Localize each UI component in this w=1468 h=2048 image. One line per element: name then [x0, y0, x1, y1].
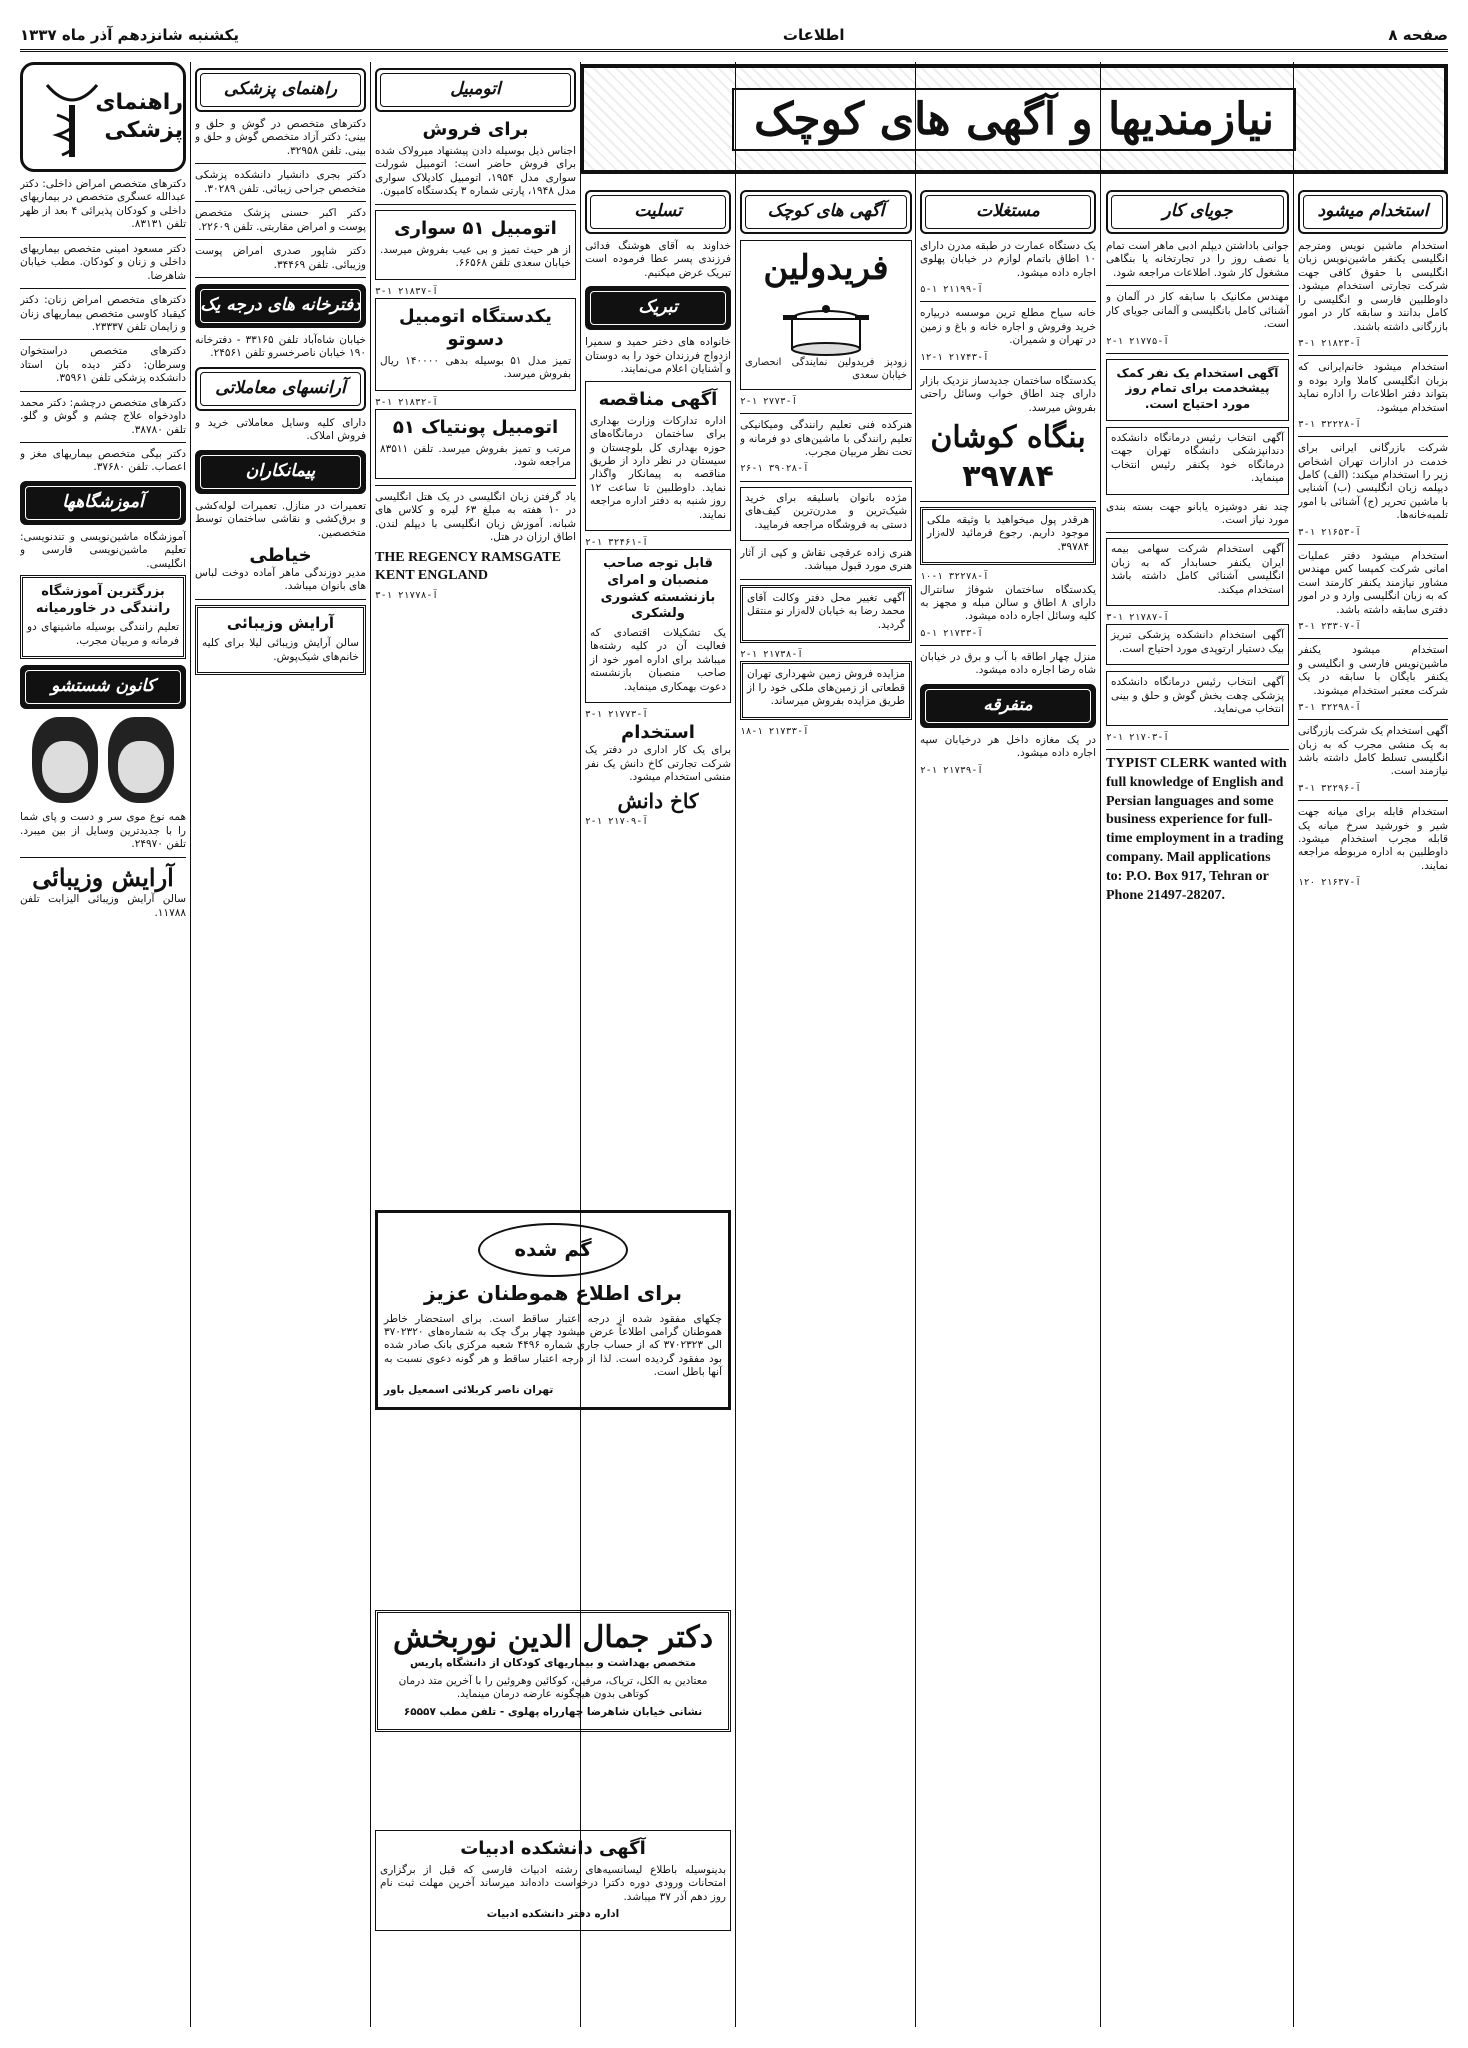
auto-ad: اتومبیل ۵۱ سواری از هر حیث تمیز و بی عیب بفروش میرسد. خیابان سعدی تلفن ۶۶۵۶۸. — [375, 210, 576, 280]
tailor-title: خیاطی — [249, 545, 312, 566]
classified-ad: چند نفر دوشیزه یابانو جهت بسته بندی مورد نیاز است. — [1106, 500, 1289, 527]
ad-ref: ۳-۱ آ-۳۲۲۲۸ — [1298, 418, 1361, 430]
category-auto: اتومبیل — [375, 68, 576, 112]
doctor-name: دکتر جمال الدین نوربخش — [392, 1620, 714, 1655]
category-real-estate: مستغلات — [920, 190, 1096, 234]
classified-ad: هنری زاده عرقچی نقاش و کپی از آثار هنری مورد قبول میباشد. — [740, 546, 912, 573]
classified-ad: تعمیرات در منازل. تعمیرات لوله‌کشی و برق‌کشی و نقاشی ساختمان توسط متخصصین. — [195, 499, 366, 539]
ad-ref: ۱۲۰ آ-۲۱۶۳۷ — [1298, 877, 1361, 889]
ad-ref: ۳-۱ آ-۲۱۷۸۷ — [1106, 612, 1169, 624]
classified-box: مژده بانوان باسلیقه برای خرید شیک‌ترین و مدرن‌ترین کیف‌های دستی به فروشگاه مراجعه فرمایید. — [740, 487, 912, 541]
face-icon — [32, 717, 98, 803]
issue-date: یکشنبه شانزدهم آذر ماه ۱۳۳۷ — [20, 25, 239, 44]
ad-ref: ۳-۱ آ-۲۱۷۷۳ — [585, 709, 648, 720]
beauty-ad: آرایش وزیبائی سالن آرایش وزیبائی لیلا برای کلیه خانم‌های شیک‌پوش. — [195, 605, 366, 675]
hotel-name-english: THE REGENCY RAMSGATE KENT ENGLAND — [375, 549, 561, 584]
category-medical-sub: راهنمای پزشکی — [195, 68, 366, 112]
ad-ref: ۳-۱ آ-۳۲۲۹۸ — [1298, 702, 1361, 713]
classified-ad: استخدام قابله برای میانه جهت شیر و خورشید سرخ میانه یک قابله مجرب استخدام میشود. داوطلبین به اداره مربوطه مراجعه نمایند. — [1298, 806, 1448, 872]
column-real-estate — [920, 184, 1096, 2024]
ad-ref: ۳-۱ آ-۲۳۳۰۷ — [1298, 621, 1361, 633]
sales-title: برای فروش — [422, 119, 529, 140]
ad-ref: ۳-۱ آ-۳۲۲۹۶ — [1298, 782, 1361, 794]
classified-ad: یکدستگاه ساختمان جدیدساز نزدیک بازار دارای چند اطاق خواب وسائل راحتی بفروش میرسد. — [920, 374, 1096, 414]
classified-ad: برای یک کار اداری در دفتر یک شرکت تجارتی کاخ دانش یک نفر منشی استخدام میشود. — [585, 744, 731, 784]
column-rule — [190, 62, 191, 2027]
doctor-ad — [375, 1610, 731, 1820]
doctor-listing: دکتر اکبر حسنی پزشک متخصص پوست و امراض مقاربتی. تلفن ۲۲۶۰۹. — [195, 207, 366, 233]
category-teaching: آموزشگاهها — [20, 481, 186, 525]
category-lost: گم شده — [478, 1223, 628, 1277]
banner-title: نیازمندیها و آگهی های کوچک — [732, 88, 1296, 151]
ad-ref: ۳-۱ آ-۲۱۷۷۸ — [375, 590, 438, 602]
classified-ad: استخدام میشود یکنفر ماشین‌نویس فارسی و انگلیسی و یکنفر بایگان با سابقه در یک شرکت معتبر استخدام میشوند. — [1298, 644, 1448, 697]
faculty-title: آگهی دانشکده ادبیات — [460, 1838, 646, 1859]
ad-ref: ۲-۱ آ-۲۱۷۷۵ — [1106, 335, 1169, 347]
page-header — [20, 20, 1448, 52]
column-rule — [1293, 62, 1294, 2027]
doctor-listing: دکترهای متخصص درچشم: دکتر محمد داودخواه علاج چشم و گوش و گلو. تلفن ۳۸۷۸۰. — [20, 396, 186, 436]
classified-box: آگهی استخدام یک نفر کمک پیشخدمت برای تمام روز مورد احتیاج است. — [1106, 359, 1289, 421]
ad-ref: ۲-۱ آ-۳۲۴۶۱ — [585, 537, 648, 549]
column-rule — [915, 62, 916, 2027]
faculty-text: بدینوسیله باطلاع لیسانسیه‌های رشته ادبیات فارسی که قبل از برگزاری امتحانات ورودی دوره دکترا درخواست داده‌اند میرساند آخرین مهلت ثبت نام روز دهم آذر ۳۷ میباشد. — [380, 1864, 726, 1903]
category-employed: استخدام میشود — [1298, 190, 1448, 234]
classified-ad: مهندس مکانیک با سابقه کار در آلمان و آشنائی کامل بانگلیسی و آلمانی جویای کار است. — [1106, 291, 1289, 331]
doctor-listing: دکتر مسعود امینی متخصص بیماریهای داخلی و زنان و کودکان. مطب خیابان شاهرضا. — [20, 242, 186, 282]
ad-ref: ۱۰-۱ آ-۳۲۲۷۸ — [920, 571, 989, 583]
faculty-office: اداره دفتر دانشکده ادبیات — [486, 1908, 620, 1921]
classified-ad: منزل چهار اطاقه با آب و برق در خیابان شاه رضا اجاره داده میشود. — [920, 650, 1096, 677]
ad-ref: ۱۸-۱ آ-۲۱۷۳۳ — [740, 725, 809, 737]
column-announcements — [585, 184, 731, 1184]
pressure-cooker-icon — [781, 297, 871, 357]
lost-signature: تهران ناصر کربلائی اسمعیل باور — [384, 1383, 554, 1396]
caduceus-icon — [37, 75, 107, 163]
classified-ad: خانه سیاح مطلع ترین موسسه دربیاره خرید وفروش و اجاره خانه و باغ و زمین در تهران و شمیران. — [920, 307, 1096, 347]
classified-ad: استخدام میشود دفتر عملیات امانی شرکت کمپسا کس مهندس مشاور نیازمند یکنفر کارمند است که به زبان انگلیسی وارد و در امور دفتری سابقه داشته باشد. — [1298, 549, 1448, 616]
classified-box: هرقدر پول میخواهید با وثیقه ملکی موجود داریم. رجوع فرمائید لاله‌زار ۳۹۷۸۴. — [920, 507, 1096, 565]
ad-ref: ۲-۱ آ-۲۱۷۳۹ — [920, 764, 983, 776]
lost-headline: برای اطلاع هموطنان عزیز — [423, 1281, 683, 1305]
ad-ref: ۱۲-۱ آ-۲۱۷۴۳ — [920, 351, 989, 363]
classified-ad: دارای کلیه وسایل معاملاتی خرید و فروش املاک. — [195, 416, 366, 443]
classified-box: آگهی استخدام دانشکده پزشکی تبریز بیک دستیار ارتوپدی مورد احتیاج است. — [1106, 624, 1289, 665]
classified-ad: مدیر دوزندگی ماهر آماده دوخت لباس های بانوان میباشد. — [195, 567, 366, 593]
category-bereavement: تسلیت — [585, 190, 731, 234]
category-small-ads: آگهی های کوچک — [740, 190, 912, 234]
classified-ad: استخدام میشود خانم‌ایرانی که بزبان انگلیسی کاملا وارد بوده و بتواند دفتر اطلاعات را اداره نماید استخدام میشود. — [1298, 361, 1448, 414]
agency-name: بنگاه کوشان — [930, 420, 1086, 456]
classified-ad: یاد گرفتن زبان انگلیسی در یک هتل انگلیسی در ۱۰ هفته به مبلغ ۶۳ لیره و کلاس های شبانه. آموزش زبان انگلیسی با دیپلم لندن. اطاق ارزان در هتل. — [375, 490, 576, 544]
category-misc: متفرقه — [920, 684, 1096, 728]
column-rule — [735, 62, 736, 2027]
beauty-title: آرایش وزیبائی — [32, 862, 174, 892]
face-icon — [108, 717, 174, 803]
classified-ad: استخدام ماشین نویس ومترجم انگلیسی یکنفر ماشین‌نویس زبان انگلیسی با حقوق کافی جهت شرکت تجارتی استخدام میشود. داوطلبین فارسی و انگلیسی را کامل بدانند و سابقه کار در امور بازرگانی داشته باشند. — [1298, 240, 1448, 333]
classified-box: مزایده فروش زمین شهرداری تهران قطعاتی از زمین‌های ملکی خود را از طریق مزایده بفروش میرساند. — [740, 661, 912, 719]
classified-ad: هنرکده فنی تعلیم رانندگی ومیکانیکی تعلیم رانندگی با ماشین‌های دو فرمانه و تحت نظر مربیان مجرب. — [740, 419, 912, 459]
category-contractor: پیمانکاران — [195, 450, 366, 494]
ad-ref: ۲-۱ آ-۲۱۷۰۹ — [585, 816, 648, 828]
ad-ref: ۵-۱ آ-۲۱۷۳۳ — [920, 627, 983, 639]
classified-ad: شرکت بازرگانی ایرانی برای خدمت در ادارات تهران اشخاص زیر را استخدام میکند: (الف) کامل دیپلمه زبان انگلیسی (ب) آشنایی با ماشین تحریر (ج) آشنائی با امور تلمبه‌خانه‌ها. — [1298, 442, 1448, 522]
classified-box: آگهی انتخاب رئیس درمانگاه دانشکده پزشکی ﭼهت بخش گوش و حلق و بینی انتخاب می‌نماید. — [1106, 671, 1289, 725]
column-services — [195, 62, 366, 2027]
classified-ad: یکدستگاه ساختمان شوفاژ سانترال دارای ۸ اطاق و سالن مبله و مجهز به کلیه وسائل اجاره داده میشود. — [920, 583, 1096, 623]
classified-ad: یک دستگاه عمارت در طبقه مدرن دارای ۱۰ اطاق باتمام لوازم در خیابان پهلوی اجاره داده میشود. — [920, 240, 1096, 279]
classified-ad: سالن آرایش وزیبائی الیزابت تلفن ۱۱۷۸۸. — [20, 893, 186, 919]
doctor-listing: دکترهای متخصص دراستخوان وسرطان: دکتر دیده بان استاد دانشکده پزشکی تلفن ۳۵۹۶۱. — [20, 345, 186, 385]
classified-box: آگهی تغییر محل دفتر وکالت آقای محمد رضا به خیابان لاله‌زار نو منتقل گردید. — [740, 585, 912, 643]
school-name: کاخ دانش — [617, 788, 699, 813]
ad-ref: ۲۶-۱ آ-۳۹۰۲۸ — [740, 463, 809, 475]
category-congratulations: تبریک — [585, 286, 731, 330]
category-job-seeking: جویای کار — [1106, 190, 1289, 234]
column-auto-sales — [375, 62, 576, 1202]
ad-ref: ۳-۱ آ-۲۱۸۳۲ — [375, 396, 438, 408]
ad-ref: ۳-۱ آ-۲۱۶۵۳ — [1298, 526, 1361, 538]
classified-ad: جوانی باداشتن دیپلم ادبی ماهر است تمام یا نصف روز را در تجارتخانه یا بنگاهی مشغول کار شود. اطلاعات مراجعه شود. — [1106, 240, 1289, 279]
classified-ad: خداوند به آقای هوشنگ فدائی فرزندی پسر عطا فرموده است تبریک عرض میکنیم. — [585, 240, 731, 279]
doctor-address: نشانی خیابان شاهرضا چهارراه پهلوی - تلفن مطب ۶۵۵۵۷ — [403, 1705, 703, 1718]
english-ad: TYPIST CLERK wanted with full knowledge of English and Persian languages and some business experience for full-time employment in a trading company. Mail applications to: P.O. Box 917, Tehran or Phone 21497-28207. — [1106, 755, 1287, 903]
doctor-listing: دکترهای متخصص در گوش و حلق و بینی: دکتر آزاد متخصص گوش و حلق و بینی. تلفن ۳۲۹۵۸. — [195, 118, 366, 157]
lost-notice — [375, 1210, 731, 1600]
notice-ad: قابل توجه صاحب منصبان و امرای بازنشسته کشوری ولشکری یک تشکیلات اقتصادی که فعالیت آن در کلیه رشته‌ها میباشد برای اداره امور خود از صاحب منصبان بازنشسته دعوت بهمکاری مینماید. — [585, 549, 731, 703]
lost-text: چکهای مفقود شده از درجه اعتبار ساقط است. برای استحضار خاطر هموطنان گرامی اطلاعاً عرض میشود چهار برگ چک به شماره‌های ۳۷۰۲۳۲۰ الی ۳۷۰۲۳۲۳ که از حساب جاری شماره ۴۴۹۶ شعبه مرکزی بانک صادر شده بود مفقود گردیده است. لذا از درجه اعتبار ساقط و هر گونه دعوی نسبت به آنها باطل است. — [384, 1312, 722, 1379]
classified-ad: همه نوع موی سر و دست و پای شما را با جدیدترین وسایل از بین میبرد. تلفن ۲۴۹۷۰. — [20, 811, 186, 851]
medical-guide-header: راهنمای پزشکی — [20, 62, 186, 172]
category-translation: دفترخانه های درجه یک — [195, 284, 366, 328]
faculty-ad — [375, 1830, 731, 2025]
classified-ad: اجناس ذیل بوسیله دادن پیشنهاد میرولاک شده برای فروش حاضر است: اتومبیل شورلت سواری مدل ۱۹۵۴، اتومبیل کادیلاک سواری مدل ۱۹۴۸، پارتی شماره ۳ یکدستگاه کامیون. — [375, 145, 576, 198]
auto-ad: یکدستگاه اتومبیل دسوتو تمیز مدل ۵۱ بوسیله بدهی ۱۴۰۰۰۰ ریال بفروش میرسد. — [375, 298, 576, 391]
column-medical — [20, 62, 186, 2027]
product-ad — [740, 240, 912, 390]
ad-ref: ۳-۱ آ-۲۱۸۳۷ — [375, 285, 438, 297]
doctor-text: معتادین به الکل، تریاک، مرفین، کوکائین وهروئین را با آخرین متد درمان کوتاهی بدون هیچگونه عارضه درمان مینماید. — [398, 1674, 708, 1701]
classified-ad: در یک مغازه داخل هر درخیابان سپه اجاره داده میشود. — [920, 733, 1096, 760]
ad-ref: ۳-۱ آ-۲۱۸۲۳ — [1298, 338, 1361, 350]
newspaper-name: اطلاعات — [782, 25, 845, 44]
classified-ad: آگهی استخدام یک شرکت بازرگانی به یک منشی مجرب که به زبان انگلیسی تسلط کامل داشته باشد نیازمند است. — [1298, 725, 1448, 778]
column-rule — [1100, 62, 1101, 2027]
category-barber: کانون شستشو — [20, 665, 186, 709]
column-small-ads — [740, 184, 912, 2024]
classified-box: آگهی انتخاب رئیس درمانگاه دانشکده دندانپزشکی دانشگاه تهران جهت درمانگاه خود یکنفر رئیس انتخاب مینماید. — [1106, 427, 1289, 495]
classified-ad: آموزشگاه ماشین‌نویسی و تندنویسی: تعلیم ماشین‌نویسی فارسی و انگلیسی. — [20, 530, 186, 570]
page-number: صفحه ۸ — [1388, 25, 1448, 44]
doctor-listing: دکترهای متخصص امراض زنان: دکتر کیقباد کاوسی متخصص بیماریهای زنان و زایمان تلفن ۲۳۳۳۷. — [20, 294, 186, 333]
ad-ref: ۲-۱ آ-۲۱۷۰۳ — [1106, 731, 1169, 743]
agency-phone: ۳۹۷۸۴ — [962, 458, 1054, 494]
ad-ref: ۲-۱ آ-۲۱۷۳۸ — [740, 649, 803, 661]
ad-ref: ۲-۱ آ-۲۷۷۳ — [740, 396, 798, 407]
doctor-listing: دکتر بیگی متخصص بیماریهای مغز و اعصاب. تلفن ۳۷۶۸۰. — [20, 448, 186, 474]
doctor-listing: دکتر بجری دانشیار دانشکده پزشکی متخصص جراحی زیبائی. تلفن ۳۰۲۸۹. — [195, 169, 366, 195]
column-job-seeking — [1106, 184, 1289, 2024]
portrait-illustration — [20, 717, 186, 803]
driving-school-ad: بزرگترین آموزشگاه رانندگی در خاورمیانه تعلیم رانندگی بوسیله ماشینهای دو فرمانه و مربیان مجرب. — [20, 575, 186, 659]
doctor-specialty: متخصص بهداشت و بیماریهای کودکان از دانشگاه پاریس — [409, 1657, 697, 1670]
doctor-listing: دکتر شاپور صدری امراض پوست وزیبائی. تلفن ۳۴۴۶۹. — [195, 245, 366, 271]
employ-title: استخدام — [621, 722, 695, 744]
classified-box: آگهی استخدام شرکت سهامی بیمه ایران یکنفر حسابدار که به زبان انگلیسی آشنائی کامل داشته باشد استخدام میکند. — [1106, 538, 1289, 606]
classified-ad: خانواده های دختر حمید و سمیرا ازدواج فرزندان خود را به دوستان و آشنایان اعلام می‌نمایند. — [585, 336, 731, 376]
tender-ad: آگهی مناقصه اداره تدارکات وزارت بهداری برای ساختمان درمانگاه‌های حوزه بهداری کل بلوچستان و سیستان در نظر دارد از طریق مناقصه به پیمانکار واگذار نماید. داوطلبین تا ساعت ۱۲ روز شنبه به دفتر اداره مراجعه نمایند. — [585, 381, 731, 532]
product-caption: زودپز فریدولین نمایندگی انحصاری خیابان سعدی — [745, 356, 907, 381]
product-brand: فریدولین — [763, 248, 889, 289]
ad-ref: ۵-۱ آ-۲۱۱۹۹ — [920, 284, 983, 296]
classifieds-banner — [580, 64, 1448, 174]
column-rule — [370, 62, 371, 2027]
classified-ad: خیابان شاه‌آباد تلفن ۳۳۱۶۵ - دفترخانه ۱۹۰ خیابان ناصرخسرو تلفن ۲۴۵۶۱. — [195, 333, 366, 360]
column-employment — [1298, 184, 1448, 2024]
category-real-estate-office: آرانسهای معاملاتی — [195, 367, 366, 411]
auto-ad: اتومبیل پونتیاک ۵۱ مرتب و تمیز بفروش میرسد. تلفن ۸۳۵۱۱ مراجعه شود. — [375, 409, 576, 479]
doctor-listing: دکترهای متخصص امراض داخلی: دکتر عبدالله عسگری متخصص در بیماریهای داخلی و کودکان پذیرائی ۴ بعد از ظهر تلفن ۸۳۱۳۱. — [20, 178, 186, 231]
